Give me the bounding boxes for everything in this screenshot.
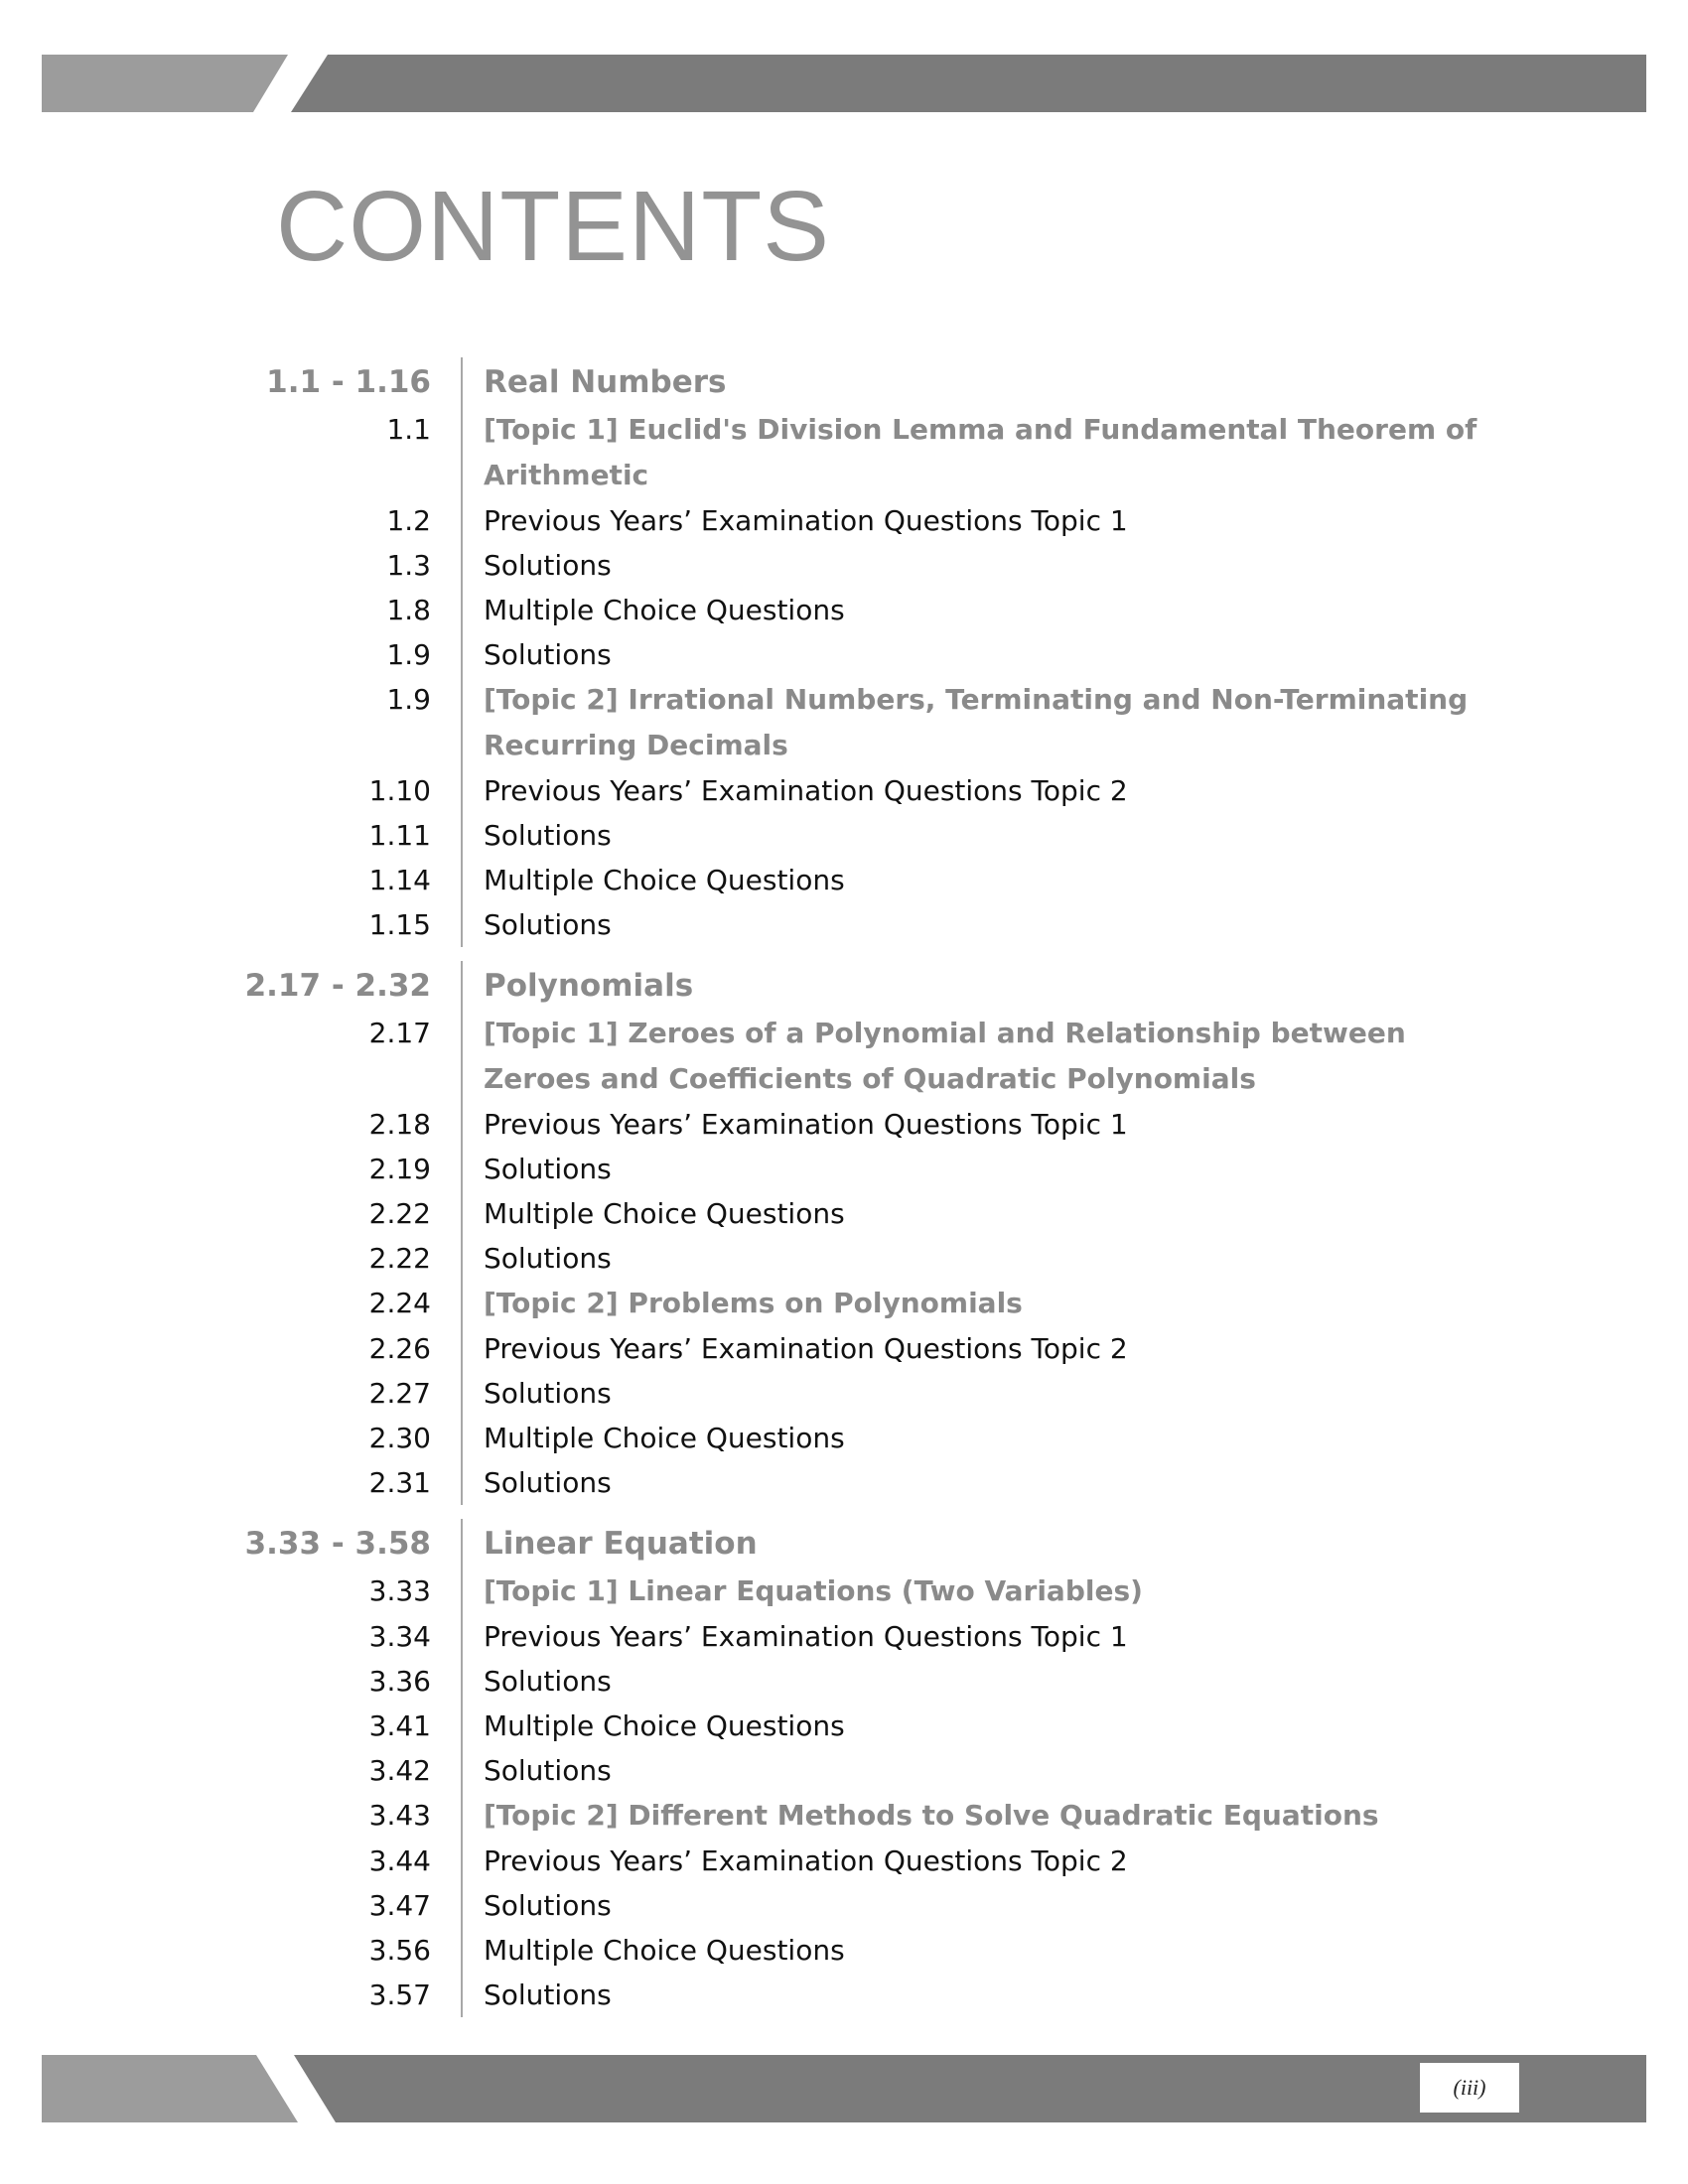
chapter-page-range: 3.33 - 3.58 [244, 1526, 431, 1562]
topic-title: [Topic 1] Zeroes of a Polynomial and Relationship between Zeroes and Coefficients of Quadratic Polynomials [484, 1017, 1406, 1095]
chapter-section [0, 1519, 1688, 2017]
entry-title: Solutions [484, 1979, 612, 2011]
entry-page-number: 3.34 [368, 1620, 431, 1653]
header-band-dark-segment [291, 55, 1646, 112]
toc-topic-row [0, 1793, 1688, 1839]
header-band [0, 55, 1688, 112]
toc-entry-row [0, 768, 1688, 813]
entry-page-number: 2.22 [368, 1242, 431, 1275]
entry-page-number: 2.18 [368, 1108, 431, 1141]
toc-entry-row [0, 902, 1688, 947]
topic-title: [Topic 2] Irrational Numbers, Terminating and Non-Terminating Recurring Decimals [484, 683, 1469, 761]
entry-page-number: 3.42 [368, 1754, 431, 1787]
toc-entry-row [0, 1236, 1688, 1281]
entry-title: Multiple Choice Questions [484, 1934, 845, 1967]
toc-entry-row [0, 858, 1688, 902]
entry-page-number: 2.19 [368, 1153, 431, 1185]
entry-page-number: 2.26 [368, 1332, 431, 1365]
entry-page-number: 1.11 [368, 819, 431, 852]
toc-entry-row [0, 1191, 1688, 1236]
topic-title: [Topic 1] Euclid's Division Lemma and Fundamental Theorem of Arithmetic [484, 413, 1477, 491]
toc-topic-row [0, 1011, 1688, 1102]
column-divider [461, 357, 463, 947]
toc-entry-row [0, 1704, 1688, 1748]
chapter-title: Linear Equation [484, 1526, 758, 1562]
entry-title: Multiple Choice Questions [484, 1197, 845, 1230]
entry-title: Solutions [484, 1665, 612, 1698]
toc-entry-row [0, 1147, 1688, 1191]
entry-title: Solutions [484, 1889, 612, 1922]
entry-page-number: 2.31 [368, 1466, 431, 1499]
column-divider [461, 961, 463, 1505]
entry-title: Solutions [484, 549, 612, 582]
topic-title: [Topic 2] Different Methods to Solve Quadratic Equations [484, 1799, 1379, 1832]
chapter-section [0, 961, 1688, 1505]
column-divider [461, 1519, 463, 2017]
entry-page-number: 3.41 [368, 1709, 431, 1742]
toc-entry-row [0, 632, 1688, 677]
entry-page-number: 2.30 [368, 1422, 431, 1454]
toc-entry-row [0, 543, 1688, 588]
entry-page-number: 1.8 [386, 594, 431, 626]
entry-page-number: 1.10 [368, 774, 431, 807]
toc-entry-row [0, 1460, 1688, 1505]
entry-title: Solutions [484, 1754, 612, 1787]
page-title: CONTENTS [276, 171, 830, 282]
entry-page-number: 2.24 [368, 1287, 431, 1319]
toc-entry-row [0, 1614, 1688, 1659]
entry-title: Solutions [484, 1377, 612, 1410]
chapter-heading [0, 1519, 1688, 1569]
topic-title: [Topic 1] Linear Equations (Two Variables) [484, 1574, 1143, 1607]
entry-title: Solutions [484, 1466, 612, 1499]
toc-entry-row [0, 588, 1688, 632]
toc-entry-row [0, 1973, 1688, 2017]
entry-page-number: 3.43 [368, 1799, 431, 1832]
entry-page-number: 3.33 [368, 1574, 431, 1607]
entry-page-number: 2.22 [368, 1197, 431, 1230]
toc-entry-row [0, 1839, 1688, 1883]
entry-page-number: 3.44 [368, 1844, 431, 1877]
toc-entry-row [0, 1326, 1688, 1371]
entry-page-number: 1.14 [368, 864, 431, 896]
entry-page-number: 3.36 [368, 1665, 431, 1698]
chapter-heading [0, 357, 1688, 407]
header-band-light-segment [42, 55, 288, 112]
entry-title: Solutions [484, 638, 612, 671]
entry-page-number: 2.17 [368, 1017, 431, 1049]
chapter-page-range: 1.1 - 1.16 [266, 364, 431, 400]
footer-band-light-segment [42, 2055, 298, 2122]
entry-page-number: 1.3 [386, 549, 431, 582]
entry-page-number: 1.1 [386, 413, 431, 446]
entry-title: Multiple Choice Questions [484, 594, 845, 626]
table-of-contents [0, 357, 1688, 2031]
toc-entry-row [0, 1102, 1688, 1147]
toc-topic-row [0, 1281, 1688, 1326]
entry-title: Multiple Choice Questions [484, 864, 845, 896]
toc-topic-row [0, 1569, 1688, 1614]
toc-entry-row [0, 1371, 1688, 1416]
page-number: (iii) [1420, 2063, 1519, 2113]
toc-entry-row [0, 1883, 1688, 1928]
toc-entry-row [0, 1748, 1688, 1793]
chapter-page-range: 2.17 - 2.32 [244, 968, 431, 1004]
toc-entry-row [0, 813, 1688, 858]
chapter-section [0, 357, 1688, 947]
chapter-title: Polynomials [484, 968, 694, 1004]
entry-title: Multiple Choice Questions [484, 1709, 845, 1742]
entry-page-number: 3.57 [368, 1979, 431, 2011]
entry-title: Previous Years’ Examination Questions Topic 1 [484, 1620, 1128, 1653]
entry-title: Previous Years’ Examination Questions Topic 1 [484, 1108, 1128, 1141]
entry-page-number: 1.9 [386, 683, 431, 716]
header-band-shape [0, 55, 1688, 112]
toc-entry-row [0, 498, 1688, 543]
topic-title: [Topic 2] Problems on Polynomials [484, 1287, 1023, 1319]
entry-title: Solutions [484, 819, 612, 852]
chapter-heading [0, 961, 1688, 1011]
entry-title: Multiple Choice Questions [484, 1422, 845, 1454]
entry-title: Previous Years’ Examination Questions Topic 2 [484, 1844, 1128, 1877]
entry-page-number: 3.56 [368, 1934, 431, 1967]
entry-page-number: 1.15 [368, 908, 431, 941]
entry-title: Solutions [484, 1153, 612, 1185]
toc-entry-row [0, 1416, 1688, 1460]
toc-topic-row [0, 677, 1688, 768]
toc-topic-row [0, 407, 1688, 498]
entry-title: Solutions [484, 1242, 612, 1275]
toc-entry-row [0, 1928, 1688, 1973]
entry-title: Solutions [484, 908, 612, 941]
entry-page-number: 1.2 [386, 504, 431, 537]
chapter-title: Real Numbers [484, 364, 727, 400]
entry-title: Previous Years’ Examination Questions Topic 1 [484, 504, 1128, 537]
entry-page-number: 3.47 [368, 1889, 431, 1922]
toc-entry-row [0, 1659, 1688, 1704]
entry-page-number: 2.27 [368, 1377, 431, 1410]
entry-title: Previous Years’ Examination Questions Topic 2 [484, 774, 1128, 807]
entry-page-number: 1.9 [386, 638, 431, 671]
entry-title: Previous Years’ Examination Questions Topic 2 [484, 1332, 1128, 1365]
